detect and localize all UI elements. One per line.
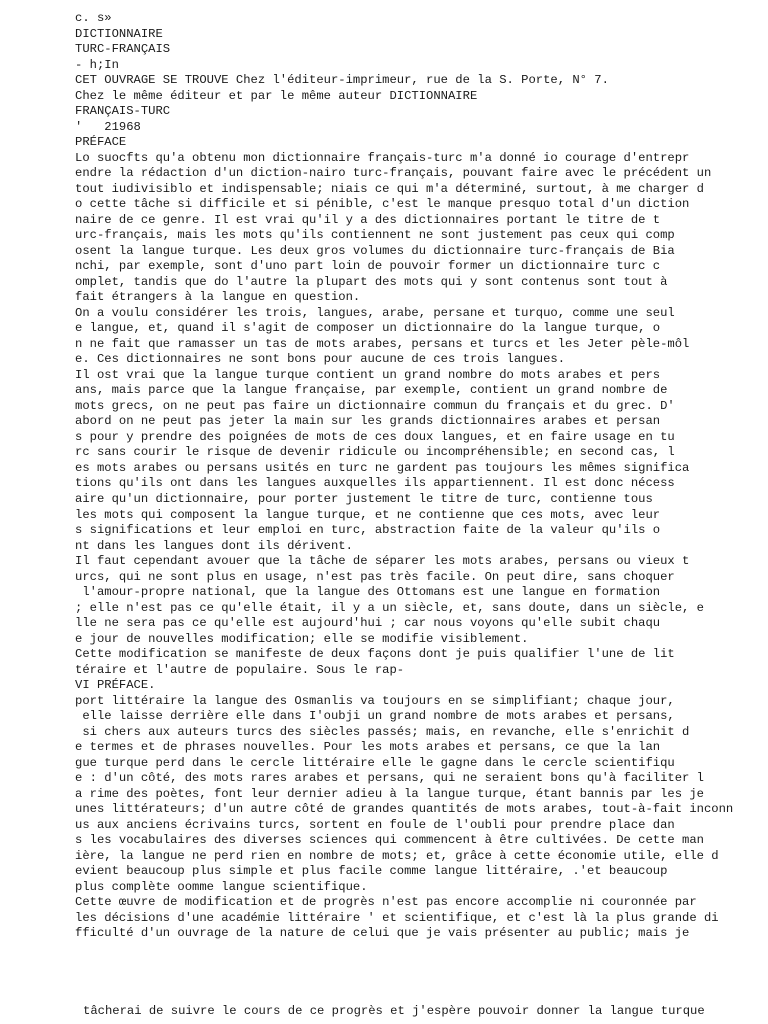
text-line: téraire et l'autre de populaire. Sous le rap- xyxy=(75,662,405,677)
text-line: Lo suocfts qu'a obtenu mon dictionnaire français-turc m'a donné io courage d'entrepr xyxy=(75,150,690,165)
text-line: n ne fait que ramasser un tas de mots arabes, persans et turcs et les Jeter pèle-môl xyxy=(75,336,690,351)
text-line: e : d'un côté, des mots rares arabes et persans, qui ne seraient bons qu'à faciliter l xyxy=(75,771,704,786)
text-line: o cette tâche si difficile et si pénible, c'est le manque presquo total d'un diction xyxy=(75,197,690,212)
text-line: lle ne sera pas ce qu'elle est aujourd'hui ; car nous voyons qu'elle subit chaqu xyxy=(75,616,661,631)
text-line: fficulté d'un ouvrage de la nature de celui que je vais présenter au public; mais je xyxy=(75,926,690,941)
text-line: mots grecs, on ne peut pas faire un dictionnaire commun du français et du grec. D' xyxy=(75,398,675,413)
text-line: e. Ces dictionnaires ne sont bons pour aucune de ces trois langues. xyxy=(75,352,566,367)
text-line: osent la langue turque. Les deux gros volumes du dictionnaire turc-français de Bia xyxy=(75,243,675,258)
text-line: DICTIONNAIRE xyxy=(75,26,163,41)
text-line: nchi, par exemple, sont d'uno part loin de pouvoir former un dictionnaire turc c xyxy=(75,259,661,274)
text-line: e langue, et, quand il s'agit de composer un dictionnaire do la langue turque, o xyxy=(75,321,661,336)
text-line: e jour de nouvelles modification; elle se modifie visiblement. xyxy=(75,631,529,646)
text-line: abord on ne peut pas jeter la main sur les grands dictionnaires arabes et persan xyxy=(75,414,661,429)
text-line: ; elle n'est pas ce qu'elle était, il y a un siècle, et, sans doute, dans un siècle, e xyxy=(75,600,704,615)
text-line: les décisions d'une académie littéraire ' et scientifique, et c'est là la plus grande di xyxy=(75,910,719,925)
text-line: s significations et leur emploi en turc, abstraction faite de la valeur qu'ils o xyxy=(75,523,661,538)
text-line: ans, mais parce que la langue française, par exemple, contient un grand nombre de xyxy=(75,383,668,398)
text-line: Cette modification se manifeste de deux façons dont je puis qualifier l'une de lit xyxy=(75,647,675,662)
text-line: a rime des poètes, font leur dernier adieu à la langue turque, étant bannis par les je xyxy=(75,786,704,801)
text-line: - h;In xyxy=(75,57,119,72)
text-line: ' 21968 xyxy=(75,119,141,134)
text-line: nt dans les langues dont ils dérivent. xyxy=(75,538,353,553)
text-line: On a voulu considérer les trois, langues, arabe, persane et turquo, comme une seul xyxy=(75,305,675,320)
text-line: TURC-FRANÇAIS xyxy=(75,42,171,57)
text-line: tout iudivisiblo et indispensable; niais ce qui m'a déterminé, surtout, à me charger d xyxy=(75,181,704,196)
text-line: rc sans courir le risque de devenir ridicule ou incompréhensible; en second cas, l xyxy=(75,445,675,460)
text-line: gue turque perd dans le cercle littéraire elle le gagne dans le cercle scientifiqu xyxy=(75,755,675,770)
text-line: es mots arabes ou persans usités en turc ne gardent pas toujours les mêmes significa xyxy=(75,460,690,475)
text-line: omplet, tandis que do l'autre la plupart des mots qui y sont contenus sont tout à xyxy=(75,274,668,289)
text-line: Cette œuvre de modification et de progrès n'est pas encore accomplie ni couronnée par xyxy=(75,895,697,910)
text-line: s pour y prendre des poignées de mots de ces doux langues, et en faire usage en tu xyxy=(75,429,675,444)
text-line: FRANÇAIS-TURC xyxy=(75,104,171,119)
text-line: les mots qui composent la langue turque, et ne contienne que ces mots, avec leur xyxy=(75,507,661,522)
text-line: urc-français, mais les mots qu'ils contiennent ne sont justement pas ceux qui comp xyxy=(75,228,675,243)
text-line: naire de ce genre. Il est vrai qu'il y a des dictionnaires portant le titre de t xyxy=(75,212,661,227)
text-line: fait étrangers à la langue en question. xyxy=(75,290,361,305)
text-line: unes littérateurs; d'un autre côté de grandes quantités de mots arabes, tout-à-fait inconn xyxy=(75,802,734,817)
text-line: VI PRÉFACE. xyxy=(75,678,156,693)
text-line: urcs, qui ne sont plus en usage, n'est pas très facile. On peut dire, sans choquer xyxy=(75,569,675,584)
text-line: PRÉFACE xyxy=(75,135,127,150)
text-line: c. s» xyxy=(75,11,112,25)
text-line: aire qu'un dictionnaire, pour porter justement le titre de turc, contienne tous xyxy=(75,491,653,506)
text-line: ière, la langue ne perd rien en nombre de mots; et, grâce à cette économie utile, elle d xyxy=(75,848,719,863)
text-line: Chez le même éditeur et par le même auteur DICTIONNAIRE xyxy=(75,88,478,103)
text-line: elle laisse derrière elle dans I'oubji un grand nombre de mots arabes et persans, xyxy=(75,709,675,724)
text-line: tions qu'ils ont dans les langues auxquelles ils appartiennent. Il est donc nécess xyxy=(75,476,675,491)
text-line: evient beaucoup plus simple et plus facile comme langue littéraire, .'et beaucoup xyxy=(75,864,668,879)
continuation-line: tâcherai de suivre le cours de ce progrès et j'espère pouvoir donner la langue turque xyxy=(83,1004,705,1018)
text-line: Il faut cependant avouer que la tâche de séparer les mots arabes, persans ou vieux t xyxy=(75,554,690,569)
text-line: plus complète oomme langue scientifique. xyxy=(75,879,368,894)
text-line: us aux anciens écrivains turcs, sortent en foule de l'oubli pour prendre place dan xyxy=(75,817,675,832)
text-line: CET OUVRAGE SE TROUVE Chez l'éditeur-imprimeur, rue de la S. Porte, N° 7. xyxy=(75,73,609,88)
text-line: si chers aux auteurs turcs des siècles passés; mais, en revanche, elle s'enrichit d xyxy=(75,724,690,739)
text-line: l'amour-propre national, que la langue des Ottomans est une langue en formation xyxy=(75,585,661,600)
text-line: Il ost vrai que la langue turque contient un grand nombre do mots arabes et pers xyxy=(75,367,661,382)
ocr-text-body xyxy=(75,11,765,942)
text-line: e termes et de phrases nouvelles. Pour les mots arabes et persans, ce que la lan xyxy=(75,740,661,755)
text-line: port littéraire la langue des Osmanlis va toujours en se simplifiant; chaque jour, xyxy=(75,693,675,708)
text-line: endre la rédaction d'un diction-nairo turc-français, pouvant faire avec le précédent un xyxy=(75,166,712,181)
text-line: s les vocabulaires des diverses sciences qui commencent à être cultivées. De cette man xyxy=(75,833,704,848)
